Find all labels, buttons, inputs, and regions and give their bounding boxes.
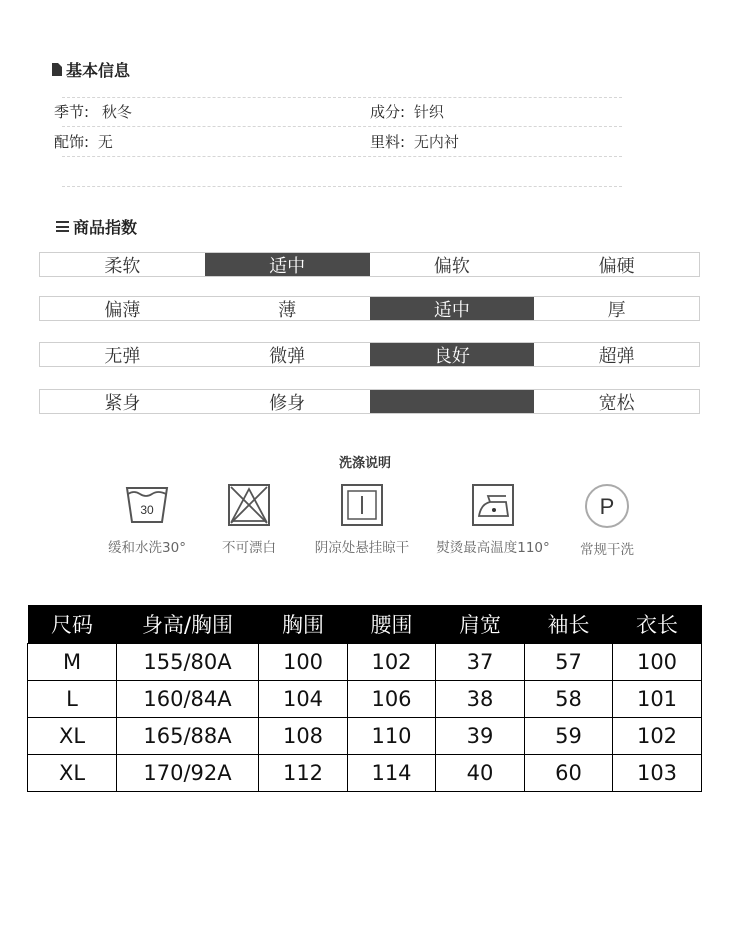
index-cell: 无弹 — [104, 345, 141, 367]
divider — [62, 126, 622, 127]
accessory-row — [54, 131, 113, 152]
size-table — [27, 605, 702, 792]
wash-item — [428, 482, 558, 556]
iron-low-icon — [470, 482, 516, 528]
table-cell: 100 — [259, 644, 348, 681]
table-cell: 58 — [525, 681, 613, 718]
size-table-header-cell: 肩宽 — [436, 605, 525, 644]
table-cell: M — [28, 644, 117, 681]
index-cell: 偏软 — [433, 255, 470, 277]
index-cell: 柔软 — [104, 255, 141, 277]
table-row — [28, 755, 702, 792]
wash-title: 洗涤说明 — [338, 456, 391, 471]
accessory-label: 配饰: — [54, 133, 90, 151]
divider — [62, 97, 622, 98]
index-row — [39, 389, 700, 414]
table-cell: 37 — [436, 644, 525, 681]
table-cell: XL — [28, 718, 117, 755]
table-cell: 57 — [525, 644, 613, 681]
season-label: 季节: — [54, 103, 90, 121]
line-dry-shade-icon — [339, 482, 385, 528]
index-cell: 超弹 — [598, 345, 635, 367]
divider — [62, 186, 622, 187]
table-cell: 170/92A — [117, 755, 259, 792]
index-cell-selected: 适中 — [370, 297, 535, 320]
table-cell: 165/88A — [117, 718, 259, 755]
wash-item — [184, 482, 314, 556]
index-row — [39, 296, 700, 321]
wash-item — [542, 482, 672, 558]
index-cell-selected — [370, 390, 535, 413]
index-cell-selected: 良好 — [370, 343, 535, 366]
size-table-header-cell: 袖长 — [525, 605, 613, 644]
table-cell: 40 — [436, 755, 525, 792]
season-value: 秋冬 — [101, 103, 132, 121]
divider — [62, 156, 622, 157]
lining-value: 无内衬 — [413, 133, 459, 151]
product-index-title — [56, 215, 137, 238]
index-cell: 微弹 — [269, 345, 306, 367]
wash-label: 常规干洗 — [580, 542, 634, 558]
index-cell-selected: 适中 — [205, 253, 370, 276]
size-table-header-cell: 衣长 — [613, 605, 702, 644]
wash-item — [297, 482, 427, 556]
table-cell: 59 — [525, 718, 613, 755]
table-cell: 160/84A — [117, 681, 259, 718]
dry-clean-letter: P — [599, 494, 615, 519]
index-cell: 宽松 — [598, 392, 635, 414]
table-cell: 39 — [436, 718, 525, 755]
wash-label: 不可漂白 — [222, 540, 276, 556]
table-cell: 60 — [525, 755, 613, 792]
index-row — [39, 342, 700, 367]
table-cell: 103 — [613, 755, 702, 792]
index-cell: 紧身 — [104, 392, 141, 414]
basic-info-title-text: 基本信息 — [66, 61, 131, 80]
index-cell: 偏薄 — [104, 299, 141, 321]
no-bleach-icon — [226, 482, 272, 528]
size-table-header — [28, 605, 702, 644]
table-cell: 38 — [436, 681, 525, 718]
lining-row — [370, 131, 459, 152]
wash-label: 阴凉处悬挂晾干 — [314, 540, 410, 556]
table-cell: 100 — [613, 644, 702, 681]
wash-label: 缓和水洗30° — [108, 540, 186, 556]
dry-clean-p-icon — [583, 482, 631, 530]
table-cell: 114 — [348, 755, 436, 792]
season-row — [54, 101, 132, 122]
list-icon — [56, 221, 69, 232]
table-row — [28, 681, 702, 718]
table-row — [28, 718, 702, 755]
size-table-header-cell: 尺码 — [28, 605, 117, 644]
table-cell: 108 — [259, 718, 348, 755]
table-cell: 102 — [613, 718, 702, 755]
table-cell: 106 — [348, 681, 436, 718]
size-table-header-cell: 腰围 — [348, 605, 436, 644]
table-cell: 101 — [613, 681, 702, 718]
index-cell: 薄 — [278, 299, 297, 321]
composition-row — [370, 101, 444, 122]
lining-label: 里料: — [370, 133, 406, 151]
size-table-header-cell: 胸围 — [259, 605, 348, 644]
table-cell: 110 — [348, 718, 436, 755]
accessory-value: 无 — [97, 133, 113, 151]
index-cell: 偏硬 — [598, 255, 635, 277]
product-index-title-text: 商品指数 — [73, 218, 138, 237]
composition-value: 针织 — [413, 103, 444, 121]
wash-label: 熨烫最高温度110° — [436, 540, 550, 556]
table-cell: 155/80A — [117, 644, 259, 681]
table-cell: 102 — [348, 644, 436, 681]
table-cell: 104 — [259, 681, 348, 718]
index-row — [39, 252, 700, 277]
document-icon — [52, 63, 62, 76]
table-cell: L — [28, 681, 117, 718]
composition-label: 成分: — [370, 103, 406, 121]
wash-30-icon — [124, 482, 170, 528]
table-cell: 112 — [259, 755, 348, 792]
table-cell: XL — [28, 755, 117, 792]
index-cell: 修身 — [269, 392, 306, 414]
index-cell: 厚 — [607, 299, 626, 321]
wash-temp-text: 30 — [140, 503, 154, 517]
table-row — [28, 644, 702, 681]
basic-info-title — [52, 58, 130, 81]
size-table-header-cell: 身高/胸围 — [117, 605, 259, 644]
